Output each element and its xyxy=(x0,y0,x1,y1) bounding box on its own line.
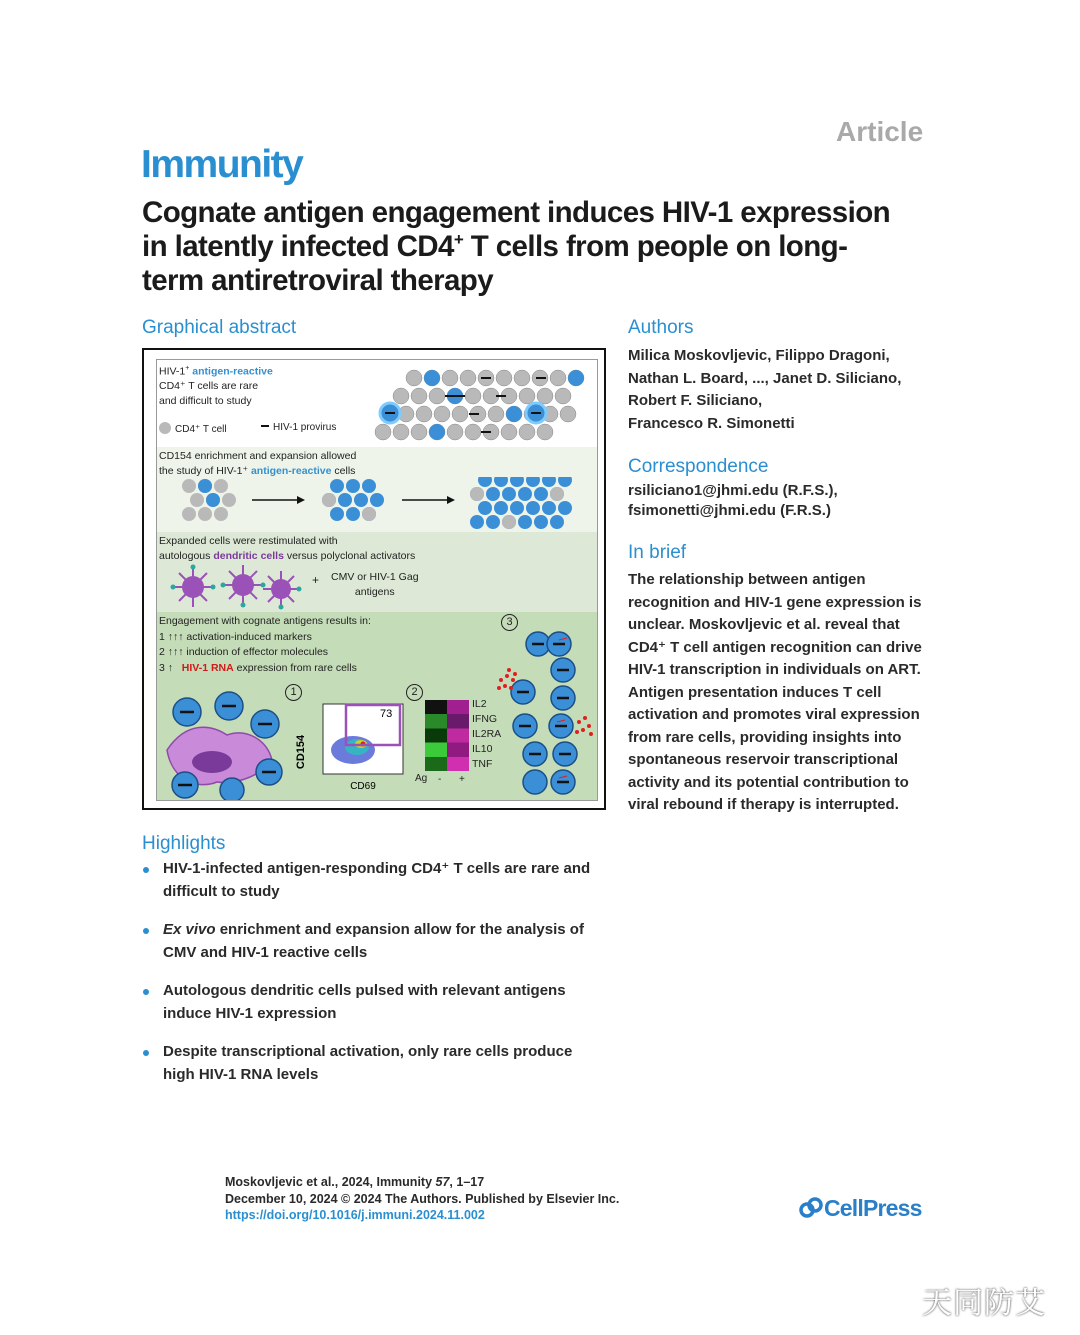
panel-rare-cells xyxy=(157,360,597,447)
flow-xlabel: CD69 xyxy=(350,781,376,792)
highlight-item: Autologous dendritic cells pulsed with relevant antigens induce HIV-1 expression xyxy=(140,980,620,1025)
p2-line-1: CD154 enrichment and expansion allowed xyxy=(159,450,357,462)
article-title xyxy=(142,196,942,298)
correspondence-heading: Correspondence xyxy=(628,456,769,477)
highlights-heading: Highlights xyxy=(142,833,226,854)
p4-item-3: 3 ↑ HIV-1 RNA expression from rare cells xyxy=(159,661,357,674)
authors-line: Milica Moskovljevic, Filippo Dragoni, xyxy=(628,347,890,364)
title-line-1: Cognate antigen engagement induces HIV-1 expression xyxy=(142,196,891,229)
citation-line: Moskovljevic et al., 2024, Immunity 57, 1–17 xyxy=(225,1175,485,1189)
gene-label: IL10 xyxy=(472,743,493,755)
p1-line-3: and difficult to study xyxy=(159,394,252,407)
legend-provirus: HIV-1 provirus xyxy=(261,422,336,433)
cellpress-icon xyxy=(798,1196,824,1220)
in-brief-text: The relationship between antigen recognition and HIV-1 gene expression is unclear. Moskovljevic et al. reveal that CD4⁺ T cell antigen recognition can drive HIV-1 transcription in individuals on ART. Antigen presentation induces T cell activation and promotes viral expression from rare cells, providing insights into spontaneous reservoir transcriptional activity and its potential contribution to viral rebound if therapy is interrupted. xyxy=(628,571,922,813)
heatmap-plus: + xyxy=(459,774,465,785)
watermark-text: 天同防艾 xyxy=(922,1286,1046,1321)
p4-item-1: 1 ↑↑↑ activation-induced markers xyxy=(159,630,312,643)
graphical-abstract-heading: Graphical abstract xyxy=(142,317,297,338)
highlight-item: HIV-1-infected antigen-responding CD4⁺ T cells are rare and difficult to study xyxy=(140,858,620,903)
p3-line-2: autologous dendritic cells versus polyclonal activators xyxy=(159,549,416,562)
gene-label: TNF xyxy=(472,758,493,770)
bullet-icon xyxy=(143,928,149,934)
p1-line-2: CD4⁺ T cells are rare xyxy=(159,380,259,392)
step-number-2: 2 xyxy=(406,684,423,701)
authors-line: Robert F. Siliciano, xyxy=(628,392,763,409)
heatmap-axis-label: Ag xyxy=(415,773,428,784)
authors-heading: Authors xyxy=(628,317,694,338)
journal-name[interactable]: Immunity xyxy=(141,143,303,186)
legend-cell: CD4⁺ T cell xyxy=(159,422,227,435)
provirus-icon xyxy=(261,425,269,427)
authors-line: Nathan L. Board, ..., Janet D. Siliciano, xyxy=(628,369,902,387)
bullet-icon xyxy=(143,989,149,995)
cellpress-logo[interactable]: CellPress xyxy=(798,1195,922,1222)
step-number-3: 3 xyxy=(501,614,518,631)
highlight-item: Despite transcriptional activation, only rare cells produce high HIV-1 RNA levels xyxy=(140,1041,620,1086)
bullet-icon xyxy=(143,867,149,873)
p3-antigens: CMV or HIV-1 Gag antigens xyxy=(331,571,419,598)
legend-cell-icon xyxy=(159,422,171,434)
p1-line-1: HIV-1+ antigen-reactive xyxy=(159,365,273,378)
panel-results xyxy=(157,612,597,800)
gene-label: IL2 xyxy=(472,698,487,710)
enrichment-diagram xyxy=(157,477,597,532)
gene-label: IFNG xyxy=(472,713,498,725)
citation-footer xyxy=(225,1174,619,1224)
graphical-abstract-figure xyxy=(142,348,606,810)
copyright-line: December 10, 2024 © 2024 The Authors. Published by Elsevier Inc. xyxy=(225,1191,620,1206)
email-link[interactable]: fsimonetti@jhmi.edu (F.R.S.) xyxy=(628,502,831,519)
title-line-3: term antiretroviral therapy xyxy=(142,264,494,297)
bullet-icon xyxy=(143,1050,149,1056)
heatmap xyxy=(425,700,470,771)
p3-line-1: Expanded cells were restimulated with xyxy=(159,535,338,547)
panel-enrichment xyxy=(157,447,597,532)
p4-item-2: 2 ↑↑↑ induction of effector molecules xyxy=(159,646,329,658)
title-line-2: in latently infected CD4+ T cells from people on long- xyxy=(142,230,848,263)
hiv-rna-cells-illustration xyxy=(493,630,597,800)
in-brief-heading: In brief xyxy=(628,542,687,563)
email-link[interactable]: rsiliciano1@jhmi.edu (R.F.S.), xyxy=(628,482,838,499)
flow-cytometry-plot xyxy=(295,700,410,792)
authors-list xyxy=(628,345,948,435)
p2-line-2: the study of HIV-1⁺ antigen-reactive cells xyxy=(159,464,356,477)
authors-line: Francesco R. Simonetti xyxy=(628,414,795,432)
flow-gate-value: 73 xyxy=(380,708,393,720)
heatmap-minus: - xyxy=(438,774,442,785)
article-type-label: Article xyxy=(836,116,924,147)
p3-plus: + xyxy=(312,573,320,587)
panel-restimulation xyxy=(157,532,597,612)
gene-label: IL2RA xyxy=(472,728,502,740)
flow-ylabel: CD154 xyxy=(295,734,307,770)
dc-tcell-synapse-illustration xyxy=(157,690,287,800)
p4-line-1: Engagement with cognate antigens results in: xyxy=(159,615,371,627)
highlights-list xyxy=(140,858,620,1102)
highlight-item: Ex vivo enrichment and expansion allow for the analysis of CMV and HIV-1 reactive cells xyxy=(140,919,620,964)
cell-cluster-rare xyxy=(371,366,596,446)
dendritic-cells-icon xyxy=(163,564,303,610)
doi-link[interactable]: https://doi.org/10.1016/j.immuni.2024.11.002 xyxy=(225,1208,485,1222)
step-number-1: 1 xyxy=(285,684,302,701)
correspondence-emails xyxy=(628,481,838,521)
